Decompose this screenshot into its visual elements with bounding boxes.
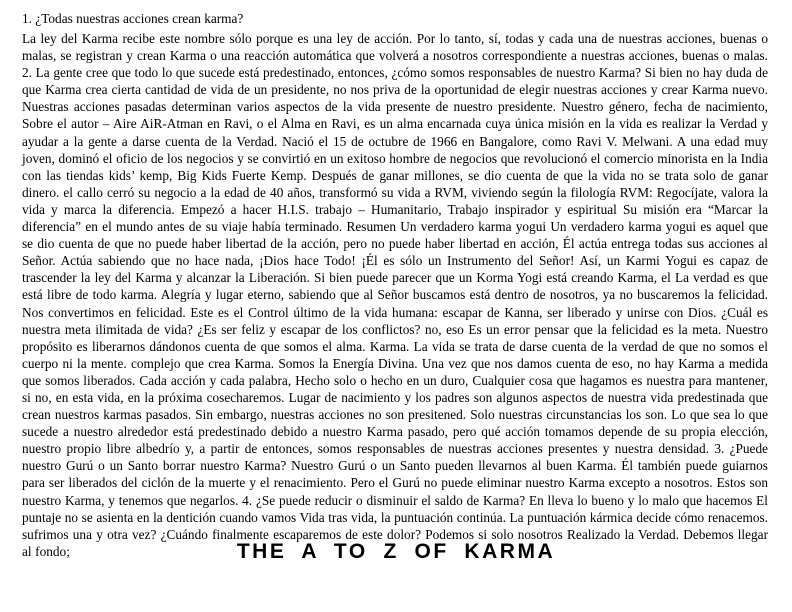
- main-paragraph: La ley del Karma recibe este nombre sólo porque es una ley de acción. Por lo tanto, sí, todas y cada una de nuestras acciones, buenas o malas, se registran y crean Karma o una reacción automática que volverá a nosotros correspondiente a nuestras acciones, buenas o malas. 2. La gente cree que todo lo que sucede está predestinado, entonces, ¿cómo somos responsables de nuestro Karma? Si bien no hay duda de que Karma crea cierta cantidad de vida de un presidente, no nos priva de la oportunidad de elegir nuestras acciones y crear Karma nuevo. Nuestras acciones pasadas determinan varios aspectos de la vida presente de nuestro presidente. Nuestro género, fecha de nacimiento, Sobre el autor – Aire AiR-Atman en Ravi, o el Alma en Ravi, es un alma encarnada cuya única misión en la vida es realizar la Verdad y ayudar a la gente a darse cuenta de la Verdad. Nació el 15 de octubre de 1966 en Bangalore, como Ravi V. Melwani. A una edad muy joven, dominó el oficio de los negocios y se convirtió en un exitoso hombre de negocios que revolucionó el comercio minorista en la India con las tiendas kids’ kemp, Big Kids Fuerte Kemp. Después de ganar millones, se dio cuenta de que la vida no se trata solo de ganar dinero. el callo cerró su negocio a la edad de 40 años, transformó su vida a RVM, viviendo según la filología RVM: Regocíjate, valora la vida y marca la diferencia. Empezó a hacer H.I.S. trabajo – Humanitario, Trabajo inspirador y espiritual Su misión era “Marcar la diferencia” en el mundo antes de su viaje había terminado. Resumen Un verdadero karma yogui Un verdadero karma yogui es aquel que se dio cuenta de que no puede haber libertad de la acción, pero no puede haber libertad en acción, Él actúa entrega todas sus acciones al Señor. Actúa sabiendo que no hace nada, ¡Dios hace Todo! ¡Él es sólo un Instrumento del Señor! Así, un Karmi Yogui es capaz de trascender la ley del Karma y alcanzar la Liberación. Si bien puede parecer que un Korma Yogi está creando Karma, el La verdad es que está libre de todo karma. Alegría y lugar eterno, sabiendo que al Señor buscamos está dentro de nosotros, ya no buscaremos la felicidad. Nos convertimos en felicidad. Este es el Control último de la vida humana: escapar de Kanna, ser liberado y unirse con Dios. ¿Cuál es nuestra meta ilimitada de vida? ¿Es ser feliz y escapar de los conflictos? no, eso Es un error pensar que la felicidad es la meta. Nuestro propósito es liberarnos dándonos cuenta de que somos el alma. Karma. La vida se trata de darse cuenta de la verdad de que no somos el cuerpo ni la mente. complejo que crea Karma. Somos la Energía Divina. Una vez que nos damos cuenta de eso, no hay Karma a medida que somos liberados. Cada acción y cada palabra, Hecho solo o hecho en un duro, Cualquier cosa que hagamos es nuestra para mantener, si no, en esta vida, en la próxima cosecharemos. Lugar de nacimiento y los padres son algunos aspectos de nuestra vida predestinada que crean nuestros karmas pasados. Sin embargo, nuestras acciones no son presitened. Solo nuestras circunstancias los son. Lo que sea lo que sucede a nuestro alrededor está predestinado debido a nuestro Karma pasado, pero qué acción tomamos depende de su propia elección, nuestro propio libre albedrío y, a partir de entonces, somos responsables de nuestras acciones presentes y nuestra densidad. 3. ¿Puede nuestro Gurú o un Santo borrar nuestro Karma? Nuestro Gurú o un Santo pueden llevarnos al buen Karma. Él también puede guiarnos para ser liberados del ciclón de la muerte y el renacimiento. Pero el Gurú no puede eliminar nuestro Karma excepto a nosotros. Estos son nuestro Karma, y tenemos que negarlos. 4. ¿Se puede reducir o disminuir el saldo de Karma? En lleva lo bueno y lo malo que hacemos El puntaje no se asienta en la dentición cuando vamos Vida tras vida, la puntuación continúa. La puntuación kármica decide cómo renacemos. sufrimos una y otra vez? ¿Cuándo finalmente escaparemos de este dolor? Podemos si solo nosotros Realizado la Verdad. Debemos llegar al fondo;: [22, 31, 768, 559]
- heading-question: 1. ¿Todas nuestras acciones crean karma?: [22, 11, 244, 26]
- document-title: THE A TO Z OF KARMA: [236, 540, 556, 563]
